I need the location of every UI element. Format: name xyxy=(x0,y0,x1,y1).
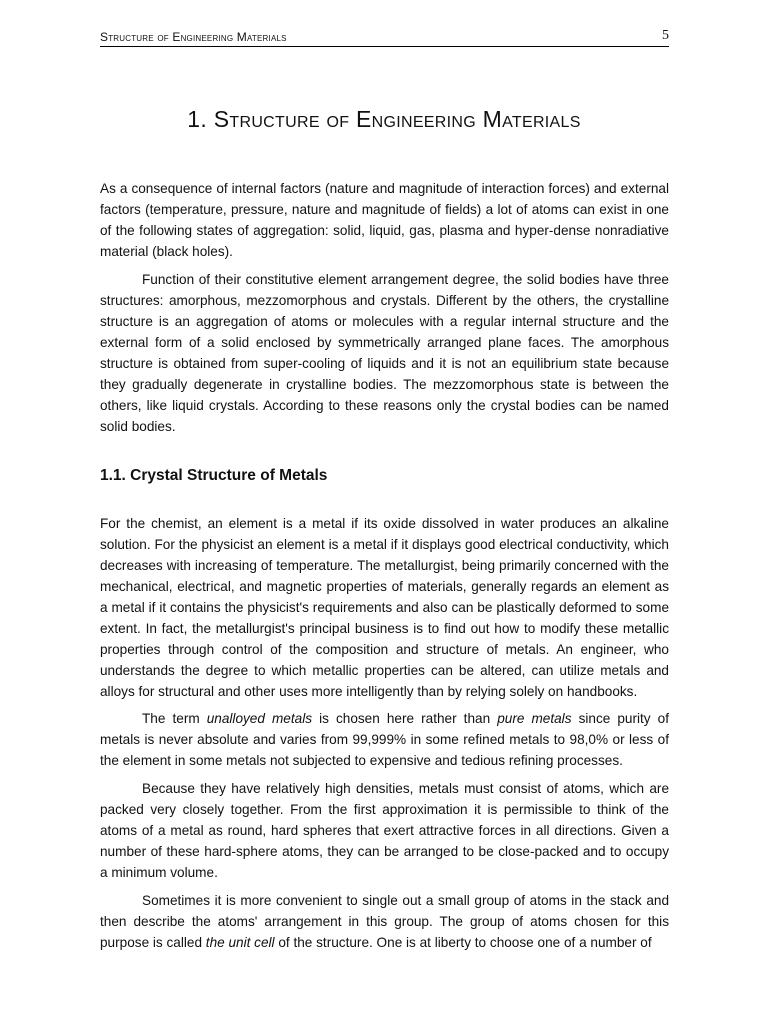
section-paragraph-1: For the chemist, an element is a metal if its oxide dissolved in water produces an alkaline solution. For the physicist an element is a metal if it displays good electrical conductivity, which decreases with increasing of temperature. The metallurgist, being primarily concerned with the mechanical, electrical, and magnetic properties of materials, generally regards an element as a metal if it contains the physicist's requirements and also can be plastically deformed to some extent. In fact, the metallurgist's principal business is to find out how to modify these metallic properties through control of the composition and structure of metals. An engineer, who understands the degree to which metallic properties can be altered, can utilize metals and alloys for structural and other uses more intelligently than by relying solely on handbooks. xyxy=(100,516,669,699)
p2-text-b: is chosen here rather than xyxy=(312,711,498,726)
p2-emphasis-pure: pure metals xyxy=(497,711,572,726)
p2-emphasis-unalloyed: unalloyed metals xyxy=(206,711,313,726)
section-paragraph-4 xyxy=(100,890,669,953)
section-heading: 1.1. Crystal Structure of Metals xyxy=(100,467,328,484)
intro-paragraph-1: As a consequence of internal factors (nature and magnitude of interaction forces) and external factors (temperature, pressure, nature and magnitude of fields) a lot of atoms can exist in one of the following states of aggregation: solid, liquid, gas, plasma and hyper-dense nonradiative material (black holes). xyxy=(100,181,669,259)
section-paragraph-3: Because they have relatively high densities, metals must consist of atoms, which are packed very closely together. From the first approximation it is permissible to think of the atoms of a metal as round, hard spheres that exert attractive forces in all directions. Given a number of these hard-sphere atoms, they can be arranged to be close-packed and to occupy a minimum volume. xyxy=(100,781,669,880)
p4-text-b: of the structure. One is at liberty to choose one of a number of xyxy=(274,935,652,950)
p2-text-a: The term xyxy=(142,711,207,726)
p4-emphasis-unit-cell: the unit cell xyxy=(205,935,275,950)
chapter-title: 1. Structure of Engineering Materials xyxy=(187,106,581,132)
intro-paragraph-2: Function of their constitutive element arrangement degree, the solid bodies have three structures: amorphous, mezzomorphous and crystals. Different by the others, the crystalline structure is an aggregation of atoms or molecules with a regular internal structure and the external form of a solid enclosed by symmetrically arranged plane faces. The amorphous structure is obtained from super-cooling of liquids and it is not an equilibrium state because they gradually degenerate in crystalline bodies. The mezzomorphous state is between the others, like liquid crystals. According to these reasons only the crystal bodies can be named solid bodies. xyxy=(100,272,669,434)
section-paragraph-2 xyxy=(100,708,669,771)
p2-text-c: since purity of metals is never absolute and varies from 99,999% in some refined metals to 98,0% or less of the element in some metals not subjected to expensive and tedious refining processes. xyxy=(100,711,669,768)
p4-text-a: Sometimes it is more convenient to single out a small group of atoms in the stack and then describe the atoms' arrangement in this group. The group of atoms chosen for this purpose is called xyxy=(100,893,669,950)
page-number: 5 xyxy=(662,28,669,43)
running-header xyxy=(100,28,669,47)
running-title: Structure of Engineering Materials xyxy=(100,30,287,44)
